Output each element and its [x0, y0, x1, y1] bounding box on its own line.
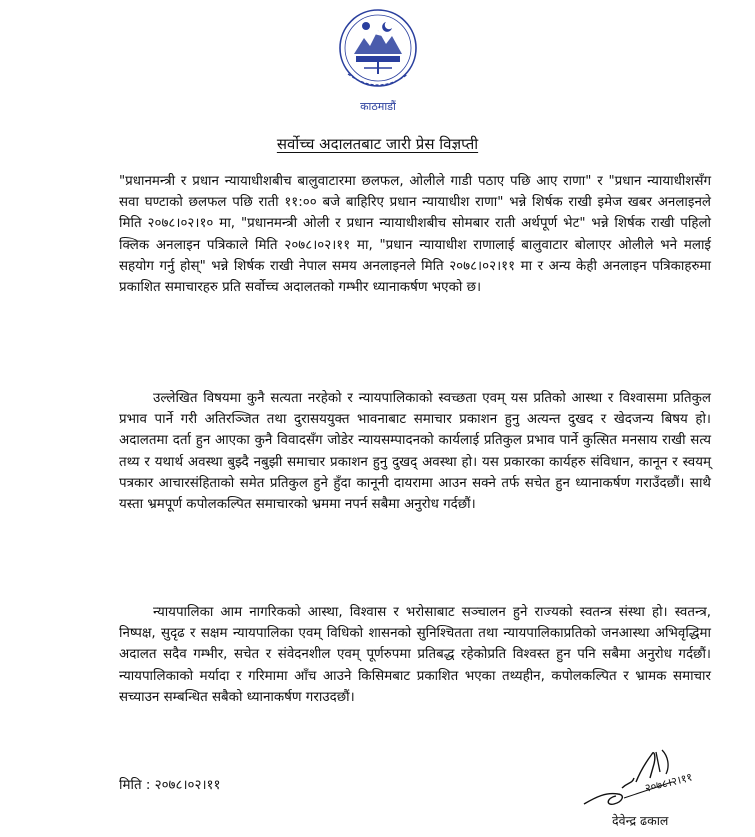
paragraph-1-text: "प्रधानमन्त्री र प्रधान न्यायाधीशबीच बालुवाटारमा छलफल, ओलीले गाडी पठाए पछि आए राणा" र "प्रधान न्यायाधीशसँग सवा घण्टाको छलफल पछि राती ११:०० बजे बाहिरिए प्रधान न्यायाधीश राणा" भन्ने शिर्षक राखी इमेज खबर अनलाइनले मिति २०७८।०२।१० मा, "प्रधानमन्त्री ओली र प्रधान न्यायाधीशबीच सोमबार राती अर्थपूर्ण भेट" भन्ने शिर्षक राखी पहिलो क्लिक अनलाइन पत्रिकाले मिति २०७८।०२।११ मा, "प्रधान न्यायाधीश राणालाई बालुवाटार बोलाएर ओलीले भने मलाई सहयोग गर्नु होस्" भन्ने शिर्षक राखी नेपाल समय अनलाइनले मिति २०७८।०२।११ मा र अन्य केही अनलाइन पत्रिकाहरुमा प्रकाशित समाचारहरु प्रति सर्वोच्च अदालतको गम्भीर ध्यानाकर्षण भएको छ।	[119, 174, 711, 296]
supreme-court-seal-icon	[326, 4, 430, 116]
svg-text:२०७८।२।११: २०७८।२।११	[643, 770, 694, 795]
page-title: सर्वोच्च अदालतबाट जारी प्रेस विज्ञप्ती	[276, 135, 479, 153]
issue-date: मिति : २०७८।०२।११	[119, 778, 221, 793]
paragraph-3	[119, 602, 711, 708]
paragraph-3-text: न्यायपालिका आम नागरिकको आस्था, विश्वास र भरोसाबाट सञ्चालन हुने राज्यको स्वतन्त्र संस्था हो। स्वतन्त्र, निष्पक्ष, सुदृढ र सक्षम न्यायपालिका एवम् विधिको शासनको सुनिश्चितता तथा न्यायपालिकाप्रतिको जनआस्था अभिवृद्धिमा अदालत सदैव गम्भीर, सचेत र संवेदनशील एवम् पूर्णरुपमा प्रतिबद्ध रहेकोप्रति विश्वस्त हुन पनि सबैमा अनुरोध गर्दछौं। न्यायपालिकाको मर्यादा र गरिमामा आँच आउने किसिमबाट प्रकाशित भएका तथ्यहीन, कपोलकल्पित र भ्रामक समाचार सच्याउन सम्बन्धित सबैको ध्यानाकर्षण गराउदछौं।	[119, 605, 711, 705]
seal-place-label: काठमाडौं	[360, 100, 396, 113]
paragraph-1	[119, 171, 711, 298]
signer-name: देवेन्द्र ढकाल	[612, 813, 669, 828]
paragraph-2	[119, 388, 711, 515]
paragraph-2-text: उल्लेखित विषयमा कुनै सत्यता नरहेको र न्यायपालिकाको स्वच्छता एवम् यस प्रतिको आस्था र विश्वासमा प्रतिकुल प्रभाव पार्ने गरी अतिरञ्जित तथा दुरासययुक्त भावनाबाट समाचार प्रकाशन हुनु अत्यन्त दुखद र खेदजन्य बिषय हो। अदालतमा दर्ता हुन आएका कुनै विवादसँग जोडेर न्यायसम्पादनको कार्यलाई प्रतिकुल प्रभाव पार्ने कुत्सित मनसाय राखी सत्य तथ्य र यथार्थ अवस्था बुझ्दै नबुझी समाचार प्रकाशन हुनु दुखद् अवस्था हो। यस प्रकारका कार्यहरु संविधान, कानून र स्वयम् पत्रकार आचारसंहिताको समेत प्रतिकुल हुने हुँदा कानूनी दायरामा आउन सक्ने तर्फ सचेत हुन ध्यानाकर्षण गराउँदछौं। साथै यस्ता भ्रमपूर्ण कपोलकल्पित समाचारको भ्रममा नपर्न सबैमा अनुरोध गर्दछौं।	[119, 391, 711, 513]
handwritten-signature	[576, 742, 694, 812]
